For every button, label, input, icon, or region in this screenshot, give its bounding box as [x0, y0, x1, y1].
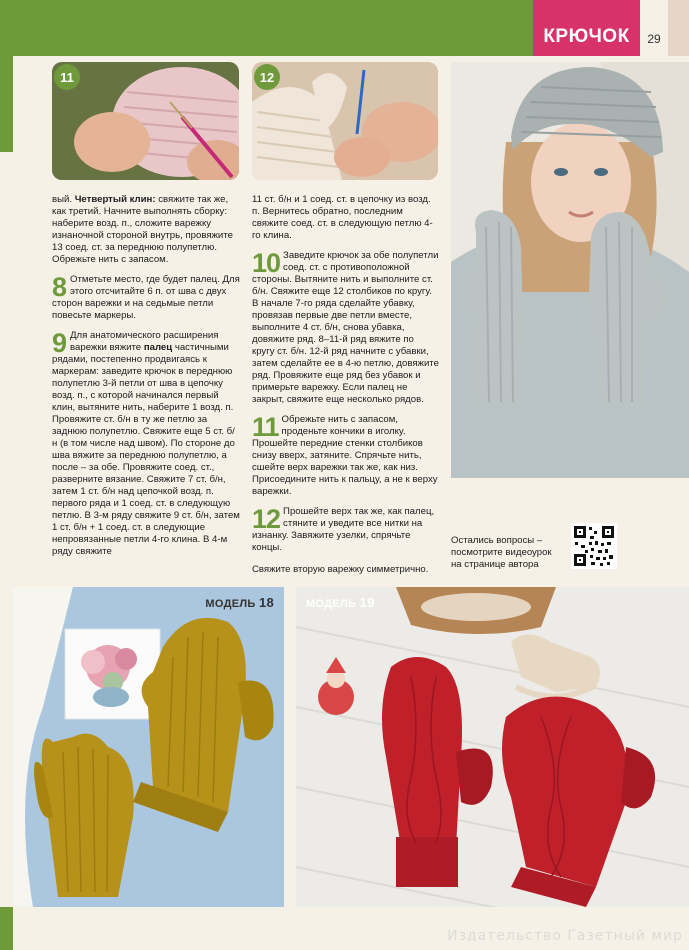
step-11 [252, 414, 439, 498]
step-number-12: 12 [252, 504, 281, 534]
section-title: КРЮЧОК [543, 26, 630, 47]
step-8-text: Отметьте место, где будет палец. Для этого отсчитайте 6 п. от шва с двух сторон варежки и на седьмые петли повесьте маркеры. [52, 274, 240, 321]
step-number-11: 11 [252, 412, 279, 442]
model-19-label-text: МОДЕЛЬ [306, 598, 357, 610]
model-19-number: 19 [359, 595, 375, 610]
step-10-text: Заведите крючок за обе полупетли соед. ст. с противоположной стороны. Вытяните нить и выполните ст. б/н. Свяжите еще 12 столбиков по кругу. В начале 7-го ряда сделайте убавку, провязав первые две петли вместе, выполните 4 ст. б/н, снова убавка, довяжите ряд. 8–11-й ряд вяжите по кругу ст. б/н. 12-й ряд начните с убавки, затем сделайте ее в 4-ю петлю, довяжите ряд. Провяжите еще ряд без убавок и примерьте варежку. Если палец не закрыт, свяжите еще несколько рядов. [252, 250, 439, 405]
model-portrait-photo [451, 62, 689, 478]
red-mittens-illustration [296, 587, 689, 907]
section-tab [533, 0, 640, 56]
step-9-bold: палец [143, 342, 173, 353]
qr-code [571, 523, 617, 569]
model-19-label [306, 595, 375, 610]
step-12 [252, 506, 439, 554]
step-11-illustration [52, 62, 239, 180]
model-18-label-text: МОДЕЛЬ [205, 598, 256, 610]
step-number-8: 8 [52, 272, 68, 302]
qr-caption: Остались вопросы – посмотрите видеоурок на странице автора [451, 535, 552, 570]
paragraph-text: свяжите так же, как третий. Начните выполнять сборку: наберите возд. п., сложите варежку изнаночной стороной внутрь, провяжите 13 соед. ст. за переднюю полупетлю. Обрежьте нить с запасом. [52, 194, 233, 265]
step-8 [52, 274, 240, 322]
paragraph-fourth-wedge [52, 194, 240, 266]
pink-right-block [668, 0, 689, 56]
mustard-mittens-illustration [13, 587, 284, 907]
page-number: 29 [647, 32, 661, 46]
final-note: Свяжите вторую варежку симметрично. [252, 564, 429, 575]
step-11-text: Обрежьте нить с запасом, проденьте кончики в иголку. Прошейте передние стенки столбиков снизу вверх, затяните. Спрячьте нить, сшейте верх варежки так же, как низ. Присоедините нить к пальцу, а не к верху варежки. [252, 414, 438, 497]
step-number-9: 9 [52, 328, 68, 358]
model-18-number: 18 [258, 595, 274, 610]
step-9-text-a: Для анатомического расширения варежки вяжите [70, 330, 219, 353]
step-badge-12: 12 [254, 64, 280, 90]
step-badge-11: 11 [54, 64, 80, 90]
step-9-text-b: частичными рядами, постепенно продвигаясь к маркерам: заведите крючок в переднюю полупетлю 3-й петли от шва в цепочку возд. п., с которой начинался первый клин, вытяните нить, наберите 1 возд. п. Провяжите ст. б/н в ту же петлю за заднюю полупетлю. Свяжите еще 5 ст. б/н (в том числе над швом). По стороне до шва вяжите за переднюю полупетлю, а после – за обе. Провяжите соед. ст., разверните вязание. Свяжите 7 ст. б/н, затем 1 ст. б/н над цепочкой возд. п. первого ряда и 1 соед. ст. в следующую петлю. В 3-м ряду свяжите 9 ст. б/н, затем 1 ст. б/н + 1 соед. ст. в следующие непровязанные петли 4-го клина. В 4-м ряду свяжите [52, 342, 240, 557]
step-photo-11 [52, 62, 239, 180]
step-9 [52, 330, 240, 558]
publisher-watermark: Издательство Газетный мир [447, 928, 683, 944]
model-18-photo [13, 587, 284, 907]
paragraph-lead: вый. [52, 194, 75, 205]
green-left-bar [0, 56, 13, 152]
model-19-photo [296, 587, 689, 907]
green-corner-top [0, 0, 533, 56]
girl-in-grey-hat-illustration [451, 62, 689, 478]
text-column-1 [52, 194, 240, 564]
step-12-illustration [252, 62, 438, 180]
step-10 [252, 250, 439, 406]
paragraph-continuation: 11 ст. б/н и 1 соед. ст. в цепочку из возд. п. Вернитесь обратно, последним свяжите соед. ст. в следующую петлю 4-го клина. [252, 194, 433, 241]
step-photo-12 [252, 62, 438, 180]
paragraph-bold-heading: Четвертый клин: [74, 194, 156, 205]
step-12-text: Прошейте верх так же, как палец, стяните и уведите все нитки на изнанку. Завяжите узелки, спрячьте концы. [252, 506, 435, 553]
step-number-10: 10 [252, 248, 281, 278]
qr-code-graphic [571, 523, 617, 569]
green-bottom-left [0, 907, 13, 950]
model-18-label [205, 595, 274, 610]
text-column-2 [252, 194, 439, 582]
